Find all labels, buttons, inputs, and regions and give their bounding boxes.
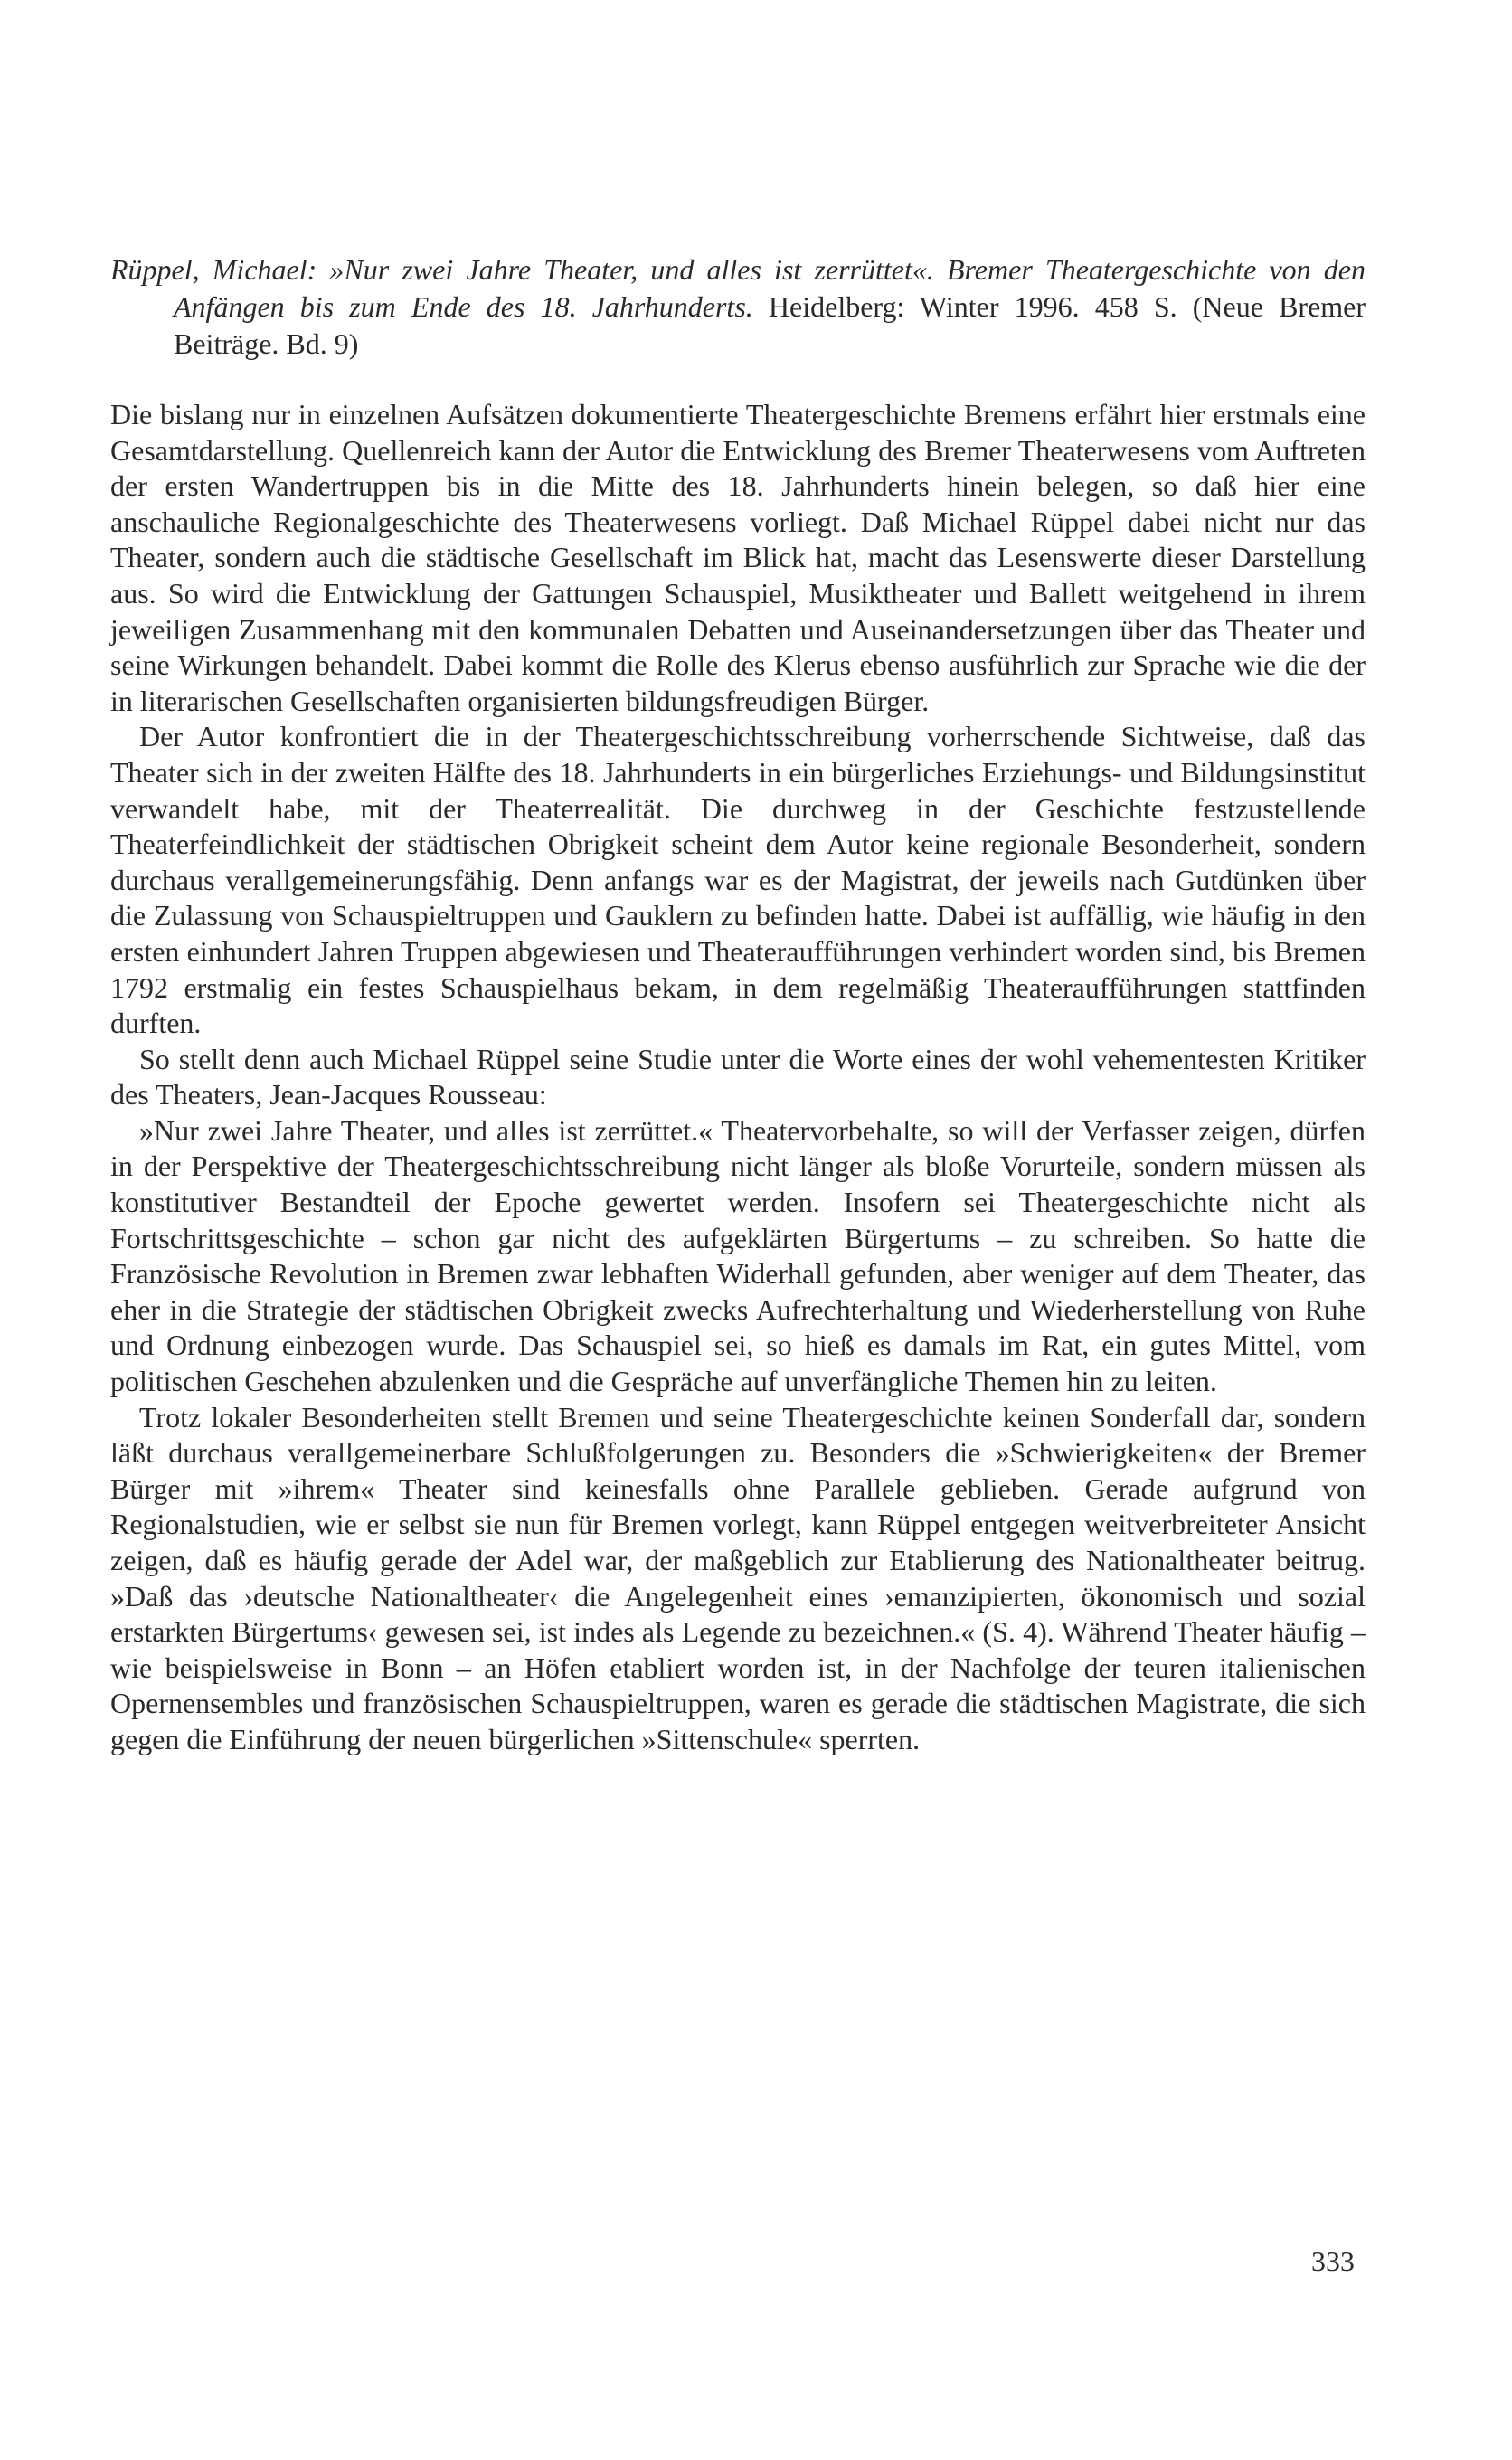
citation-publication: Heidelberg: Winter 1996. 458 S. (Neue Bremer Beiträge. Bd. 9) (174, 290, 1366, 360)
paragraph-2: Der Autor konfrontiert die in der Theatergeschichtsschreibung vorherrschende Sichtweise, daß das Theater sich in der zweiten Hälfte des 18. Jahrhunderts in ein bürgerliches Erziehungs- und Bildungsinstitut verwandelt habe, mit der Theaterrealität. Die durchweg in der Geschichte festzustellende Theaterfeindlichkeit der städtischen Obrigkeit scheint dem Autor keine regionale Besonderheit, sondern durchaus verallgemeinerungsfähig. Denn anfangs war es der Magistrat, der jeweils nach Gutdünken über die Zulassung von Schauspieltruppen und Gauklern zu befinden hatte. Dabei ist auffällig, wie häufig in den ersten einhundert Jahren Truppen abgewiesen und Theateraufführungen verhindert worden sind, bis Bremen 1792 erstmalig ein festes Schauspielhaus bekam, in dem regelmäßig Theateraufführungen stattfinden durften. (110, 720, 1366, 1040)
paragraph-3: So stellt denn auch Michael Rüppel seine Studie unter die Worte eines der wohl vehementesten Kritiker des Theaters, Jean-Jacques Rousseau: (110, 1042, 1366, 1112)
review-page (110, 251, 1366, 1758)
citation-author: Rüppel, Michael: (110, 253, 317, 286)
page-number: 333 (1311, 2245, 1355, 2277)
citation-title: »Nur zwei Jahre Theater, und alles ist zerrüttet«. Bremer Theatergeschichte von den Anfängen bis zum Ende des 18. Jahrhunderts. (174, 253, 1366, 323)
bibliographic-citation (110, 251, 1366, 363)
paragraph-4: »Nur zwei Jahre Theater, und alles ist zerrüttet.« Theatervorbehalte, so will der Verfasser zeigen, dürfen in der Perspektive der Theatergeschichtsschreibung nicht länger als bloße Vorurteile, sondern müssen als konstitutiver Bestandteil der Epoche gewertet werden. Insofern sei Theatergeschichte nicht als Fortschrittsgeschichte – schon gar nicht des aufgeklärten Bürgertums – zu schreiben. So hatte die Französische Revolution in Bremen zwar lebhaften Widerhall gefunden, aber weniger auf dem Theater, das eher in die Strategie der städtischen Obrigkeit zwecks Aufrechterhaltung und Wiederherstellung von Ruhe und Ordnung einbezogen wurde. Das Schauspiel sei, so hieß es damals im Rat, ein gutes Mittel, vom politischen Geschehen abzulenken und die Gespräche auf unverfängliche Themen hin zu leiten. (110, 1113, 1366, 1398)
paragraph-5: Trotz lokaler Besonderheiten stellt Bremen und seine Theatergeschichte keinen Sonderfall dar, sondern läßt durchaus verallgemeinerbare Schlußfolgerungen zu. Besonders die »Schwierigkeiten« der Bremer Bürger mit »ihrem« Theater sind keinesfalls ohne Parallele geblieben. Gerade aufgrund von Regionalstudien, wie er selbst sie nun für Bremen vorlegt, kann Rüppel entgegen weitverbreiteter Ansicht zeigen, daß es häufig gerade der Adel war, der maßgeblich zur Etablierung des Nationaltheater beitrug. »Daß das ›deutsche Nationaltheater‹ die Angelegenheit eines ›emanzipierten, ökonomisch und sozial erstarkten Bürgertums‹ gewesen sei, ist indes als Legende zu bezeichnen.« (S. 4). Während Theater häufig – wie beispielsweise in Bonn – an Höfen etabliert worden ist, in der Nachfolge der teuren italienischen Opernensembles und französischen Schauspieltruppen, waren es gerade die städtischen Magistrate, die sich gegen die Einführung der neuen bürgerlichen »Sittenschule« sperrten. (110, 1400, 1366, 1755)
paragraph-1: Die bislang nur in einzelnen Aufsätzen dokumentierte Theatergeschichte Bremens erfährt hier erstmals eine Gesamtdarstellung. Quellenreich kann der Autor die Entwicklung des Bremer Theaterwesens vom Auftreten der ersten Wandertruppen bis in die Mitte des 18. Jahrhunderts hinein belegen, so daß hier eine anschauliche Regionalgeschichte des Theaterwesens vorliegt. Daß Michael Rüppel dabei nicht nur das Theater, sondern auch die städtische Gesellschaft im Blick hat, macht das Lesenswerte dieser Darstellung aus. So wird die Entwicklung der Gattungen Schauspiel, Musiktheater und Ballett weitgehend in ihrem jeweiligen Zusammenhang mit den kommunalen Debatten und Auseinandersetzungen über das Theater und seine Wirkungen behandelt. Dabei kommt die Rolle des Klerus ebenso ausführlich zur Sprache wie die der in literarischen Gesellschaften organisierten bildungsfreudigen Bürger. (110, 398, 1366, 717)
